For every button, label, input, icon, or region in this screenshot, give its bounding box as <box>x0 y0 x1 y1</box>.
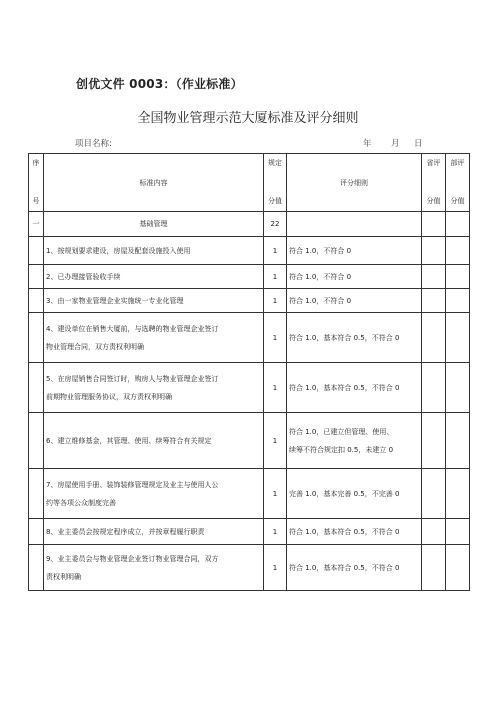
row-ministry-score <box>446 469 470 519</box>
row-standard-content: 8、业主委员会按规定程序成立，并按章程履行职责 <box>44 519 264 545</box>
scoring-table <box>28 153 470 591</box>
row-standard-content: 2、已办理接管验收手续 <box>44 265 264 289</box>
row-provincial-score <box>422 265 446 289</box>
date-day-label: 日 <box>414 139 423 149</box>
row-score: 1 <box>264 363 287 413</box>
row-provincial-score <box>422 519 446 545</box>
row-ministry-score <box>446 413 470 469</box>
row-rule: 符合 1.0，基本符合 0.5，不符合 0 <box>287 313 422 363</box>
row-provincial-score <box>422 237 446 265</box>
row-provincial-score <box>422 469 446 519</box>
row-rule: 符合 1.0，基本符合 0.5，不符合 0 <box>287 545 422 591</box>
section-score: 22 <box>264 212 287 237</box>
row-seq <box>29 363 44 413</box>
row-seq <box>29 545 44 591</box>
row-seq <box>29 519 44 545</box>
row-seq <box>29 413 44 469</box>
row-seq <box>29 289 44 313</box>
row-provincial-score <box>422 289 446 313</box>
date-month-label: 月 <box>391 139 400 149</box>
row-standard-content: 9、业主委员会与物业管理企业签订物业管理合同，双方 责权利明确 <box>44 545 264 591</box>
table-header-row <box>29 154 470 212</box>
table-title: 全国物业管理示范大厦标准及评分细则 <box>137 111 359 126</box>
row-score: 1 <box>264 313 287 363</box>
row-standard-content: 6、建立维修基金，其管理、使用、续筹符合有关规定 <box>44 413 264 469</box>
row-seq <box>29 265 44 289</box>
row-provincial-score <box>422 313 446 363</box>
row-score: 1 <box>264 265 287 289</box>
row-rule: 符合 1.0，已建立但管理、使用、 续筹不符合规定扣 0.5，未建立 0 <box>287 413 422 469</box>
row-ministry-score <box>446 545 470 591</box>
table-row <box>29 265 470 289</box>
row-provincial-score <box>422 545 446 591</box>
table-row <box>29 363 470 413</box>
section-name: 基础管理 <box>44 212 264 237</box>
row-score: 1 <box>264 237 287 265</box>
table-row <box>29 237 470 265</box>
row-ministry-score <box>446 519 470 545</box>
section-row <box>29 212 470 237</box>
row-ministry-score <box>446 237 470 265</box>
table-row <box>29 519 470 545</box>
row-rule: 符合 1.0，基本符合 0.5，不符合 0 <box>287 363 422 413</box>
row-rule: 符合 1.0，不符合 0 <box>287 237 422 265</box>
row-standard-content: 1、按规划要求建设，房屋及配套设施投入使用 <box>44 237 264 265</box>
header-ministry-score: 部评 分值 <box>446 154 470 212</box>
project-name-label: 项目名称: <box>75 139 112 149</box>
row-provincial-score <box>422 363 446 413</box>
table-row <box>29 313 470 363</box>
row-seq <box>29 469 44 519</box>
row-provincial-score <box>422 413 446 469</box>
row-score: 1 <box>264 545 287 591</box>
row-standard-content: 5、在房屋销售合同签订时，购房人与物业管理企业签订 前期物业管理服务协议，双方责权利明确 <box>44 363 264 413</box>
row-score: 1 <box>264 519 287 545</box>
row-score: 1 <box>264 413 287 469</box>
header-provincial-score: 省评 分值 <box>422 154 446 212</box>
row-ministry-score <box>446 313 470 363</box>
row-rule: 符合 1.0，基本符合 0.5，不符合 0 <box>287 519 422 545</box>
document-title: 创优文件 0003：（作业标准） <box>76 77 243 91</box>
header-seq: 序 号 <box>29 154 44 212</box>
row-ministry-score <box>446 363 470 413</box>
row-rule: 完善 1.0，基本完善 0.5，不完善 0 <box>287 469 422 519</box>
table-row <box>29 413 470 469</box>
section-seq: 一 <box>29 212 44 237</box>
row-rule: 符合 1.0，不符合 0 <box>287 265 422 289</box>
row-score: 1 <box>264 289 287 313</box>
row-standard-content: 7、房屋使用手册、装饰装修管理规定及业主与使用人公 约等各项公众制度完善 <box>44 469 264 519</box>
row-standard-content: 4、建设单位在销售大厦前，与选聘的物业管理企业签订 物业管理合同，双方责权利明确 <box>44 313 264 363</box>
table-row <box>29 289 470 313</box>
header-score: 规定 分值 <box>264 154 287 212</box>
table-row <box>29 545 470 591</box>
date-year-label: 年 <box>363 139 372 149</box>
header-rules: 评分细则 <box>287 154 422 212</box>
row-ministry-score <box>446 265 470 289</box>
table-row <box>29 469 470 519</box>
row-seq <box>29 237 44 265</box>
row-ministry-score <box>446 289 470 313</box>
row-score: 1 <box>264 469 287 519</box>
row-rule: 符合 1.0，不符合 0 <box>287 289 422 313</box>
row-standard-content: 3、由一家物业管理企业实施统一专业化管理 <box>44 289 264 313</box>
row-seq <box>29 313 44 363</box>
header-standard: 标准内容 <box>44 154 264 212</box>
